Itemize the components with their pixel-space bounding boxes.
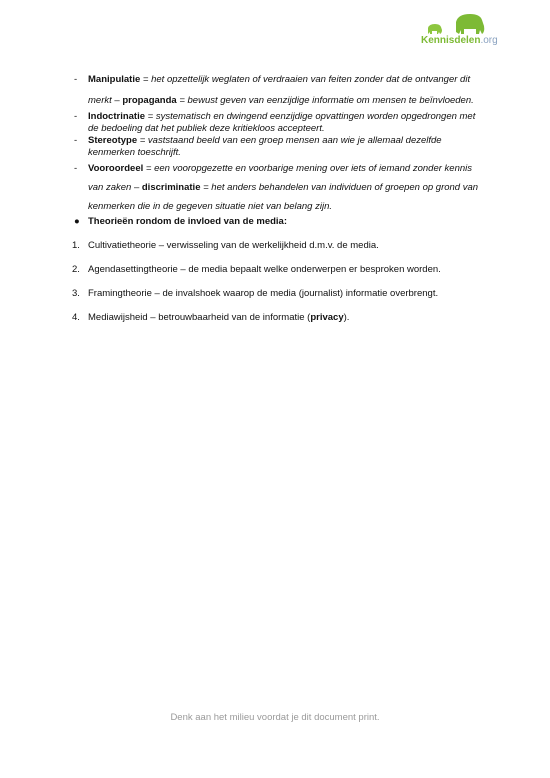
term: propaganda [122, 95, 177, 106]
section-heading [74, 216, 488, 228]
definition-text: = systematisch en dwingend eenzijdige opvattingen worden opgedrongen met de bedoeling dat het publiek deze kritiekloos accepteert. [88, 111, 476, 134]
logo-tld: .org [480, 35, 498, 46]
logo-brand: Kennisdelen [421, 35, 481, 46]
definition-text: = het anders behandelen van individuen of groepen op grond van kenmerken die in de gegeven situatie niet van belang zijn. [88, 182, 479, 212]
term: Manipulatie [88, 74, 141, 85]
definition-text: = vaststaand beeld van een groep mensen aan wie je allemaal dezelfde kenmerken toeschrijft. [88, 135, 442, 158]
definition-stereotype [74, 135, 488, 159]
list-dash: - [74, 111, 78, 122]
bullet-icon: ● [74, 216, 80, 227]
list-dash: - [74, 74, 78, 85]
arrow: – [131, 182, 142, 193]
list-item-text: Mediawijsheid – betrouwbaarheid van de informatie ( [88, 312, 311, 323]
term: discriminatie [141, 182, 201, 193]
list-dash: - [74, 135, 78, 146]
list-dash: - [74, 163, 78, 174]
heading-text: Theorieën rondom de invloed van de media: [88, 216, 288, 227]
list-item-bold: privacy [310, 312, 344, 323]
list-item [72, 312, 492, 324]
arrow: – [111, 95, 123, 106]
term: Stereotype [88, 135, 138, 146]
definition-manipulatie [74, 69, 488, 111]
definition-text: = een vooropgezette en voorbarige mening over iets of iemand zonder kennis van zaken [88, 163, 472, 193]
list-item [72, 288, 492, 300]
definitions-list [74, 69, 488, 228]
list-number: 4. [72, 312, 80, 323]
list-item [72, 264, 492, 276]
definition-indoctrinatie [74, 111, 488, 135]
definition-text: = bewust geven van eenzijdige informatie om mensen te beïnvloeden. [176, 95, 474, 106]
list-item [72, 240, 492, 252]
list-number: 1. [72, 240, 80, 251]
list-item-text: Framingtheorie – de invalshoek waarop de media (journalist) informatie overbrengt. [88, 288, 439, 299]
term: Vooroordeel [88, 163, 144, 174]
definition-vooroordeel [74, 159, 488, 216]
logo [418, 12, 536, 52]
theories-list [72, 240, 492, 336]
logo-text [421, 35, 498, 46]
definition-text: = het opzettelijk weglaten of verdraaien van feiten zonder dat de ontvanger dit merkt [88, 74, 471, 106]
footer-text: Denk aan het milieu voordat je dit document print. [170, 712, 380, 723]
list-item-text: ). [343, 312, 350, 323]
list-item-text: Cultivatietheorie – verwisseling van de werkelijkheid d.m.v. de media. [88, 240, 379, 251]
list-number: 2. [72, 264, 80, 275]
term: Indoctrinatie [88, 111, 146, 122]
list-number: 3. [72, 288, 80, 299]
list-item-text: Agendasettingtheorie – de media bepaalt welke onderwerpen er besproken worden. [88, 264, 441, 275]
